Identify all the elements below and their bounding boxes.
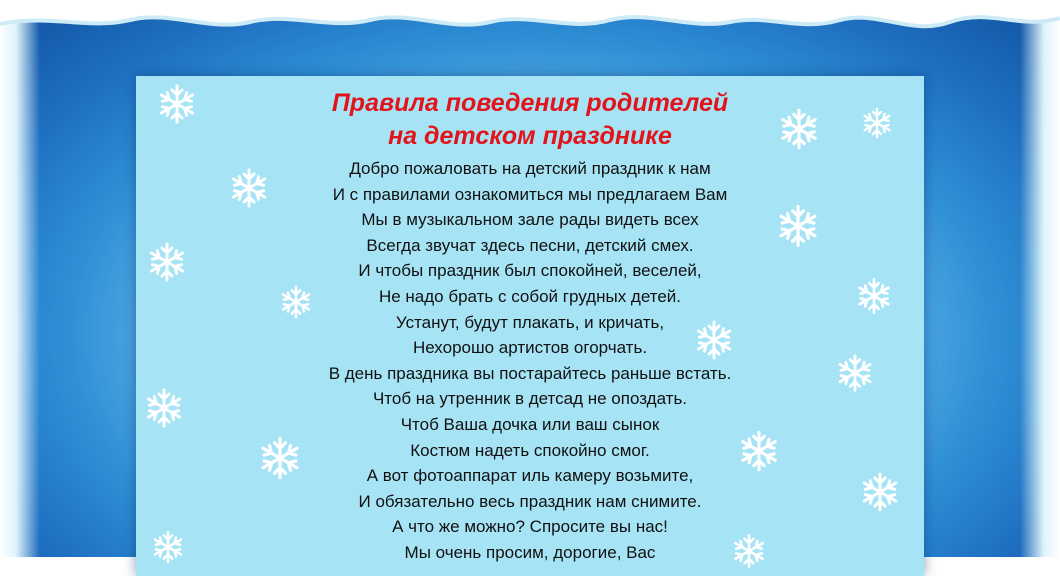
poem-line: Добро пожаловать на детский праздник к нам — [349, 159, 711, 178]
poem-line: И обязательно весь праздник нам снимите. — [358, 491, 702, 511]
poster-title-line-2: на детском празднике — [388, 122, 672, 150]
poem-line: Чтоб на утренник в детсад не опоздать. — [372, 389, 688, 409]
snow-top-border — [0, 0, 1060, 40]
poem-line: Чтоб Ваша дочка или ваш сынок — [400, 414, 660, 434]
poem-line: Не надо брать с собой грудных детей. — [378, 286, 682, 306]
poem-line: В день праздника вы постарайтесь раньше встать. — [328, 363, 732, 383]
poem-line: Мы очень просим, дорогие, Вас — [404, 542, 656, 562]
poster-title-line-1: Правила поведения родителей — [331, 89, 729, 117]
frame-edge-left — [0, 0, 40, 557]
poem-line: Костюм надеть спокойно смог. — [410, 440, 650, 460]
poem-line: А вот фотоаппарат иль камеру возьмите, — [366, 466, 694, 486]
poem-line: Нехорошо артистов огорчать. — [412, 338, 648, 358]
poem-line: А что же можно? Спросите вы нас! — [392, 517, 668, 537]
frame-edge-right — [1020, 0, 1060, 557]
poem-line: Мы в музыкальном зале рады видеть всех — [361, 210, 699, 230]
poem-line: Всегда звучат здесь песни, детский смех. — [366, 235, 694, 255]
poem-text — [136, 156, 924, 566]
poem-line: И с правилами ознакомиться мы предлагаем Вам — [332, 184, 728, 204]
poem-line: И чтобы праздник был спокойней, веселей, — [358, 261, 702, 281]
poem-line: Устанут, будут плакать, и кричать, — [395, 312, 665, 332]
